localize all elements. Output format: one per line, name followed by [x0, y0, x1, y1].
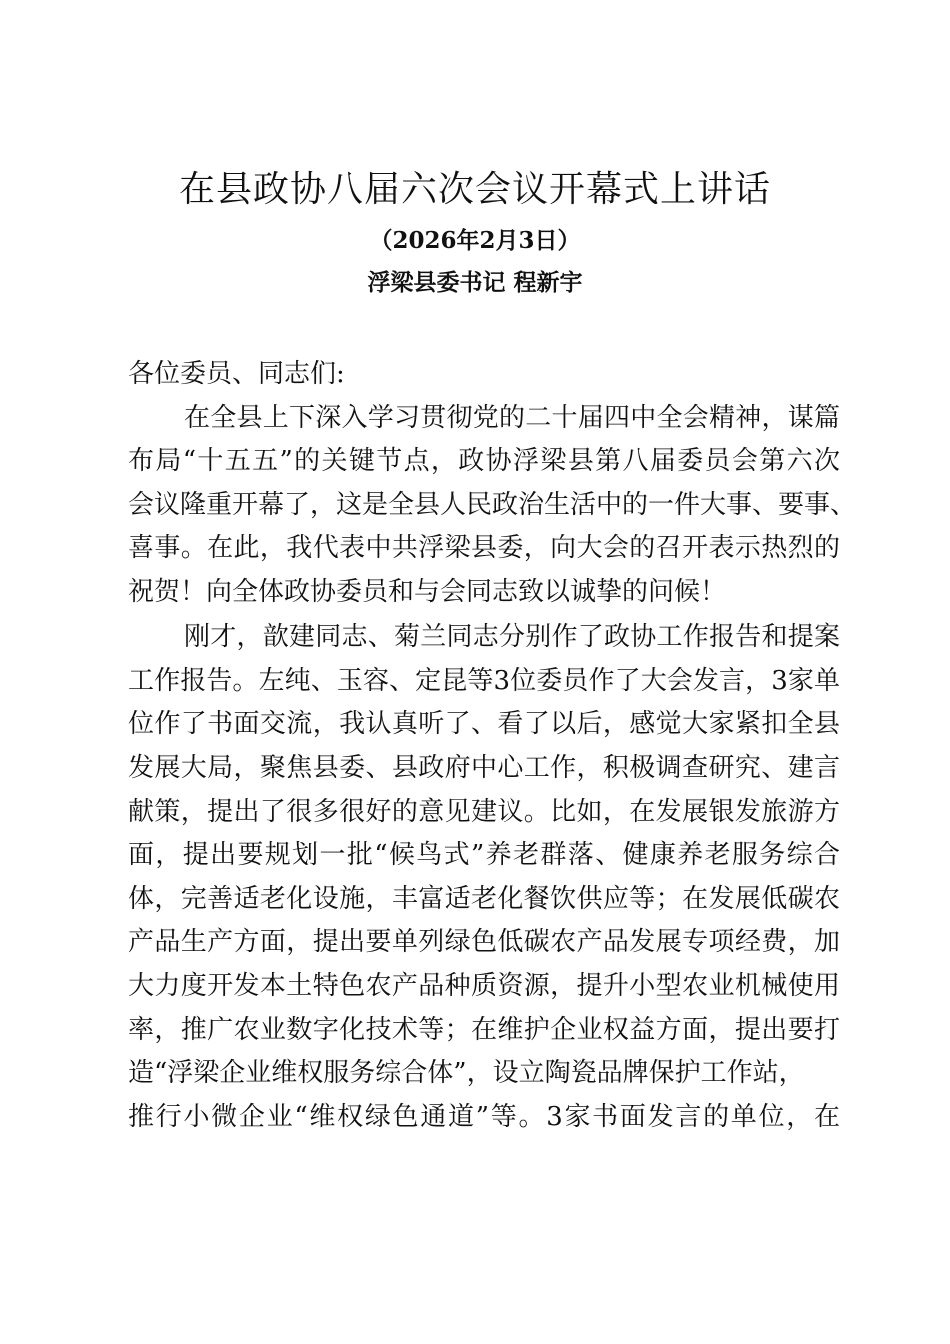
text-line: 献策，提出了很多很好的意见建议。比如，在发展银发旅游方	[128, 796, 840, 827]
salutation: 各位委员、同志们:	[128, 359, 345, 389]
document-title: 在县政协八届六次会议开幕式上讲话	[178, 169, 771, 210]
text-line: 布局“十五五”的关键节点，政协浮梁县第八届委员会第六次	[128, 446, 840, 477]
text-line: 造“浮梁企业维权服务综合体”，设立陶瓷品牌保护工作站，	[128, 1058, 805, 1089]
text-line: 喜事。在此，我代表中共浮梁县委，向大会的召开表示热烈的	[128, 533, 840, 564]
text-line: 发展大局，聚焦县委、县政府中心工作，积极调查研究、建言	[128, 752, 840, 783]
document-body	[128, 353, 857, 1139]
text-line: 产品生产方面，提出要单列绿色低碳农产品发展专项经费，加	[128, 927, 840, 958]
text-line: 工作报告。左纯、玉容、定昆等3位委员作了大会发言，3家单	[128, 665, 840, 696]
text-line: 面，提出要规划一批“候鸟式”养老群落、健康养老服务综合	[128, 840, 840, 871]
document-date: （2026年2月3日）	[369, 227, 581, 254]
paragraph	[128, 397, 857, 615]
text-line: 推行小微企业“维权绿色通道”等。3家书面发言的单位，在	[128, 1101, 840, 1132]
paragraph	[128, 616, 840, 1139]
text-line: 大力度开发本土特色农产品种质资源，提升小型农业机械使用	[128, 970, 840, 1001]
text-line: 在全县上下深入学习贯彻党的二十届四中全会精神，谋篇	[184, 402, 840, 433]
text-line: 刚才，歆建同志、菊兰同志分别作了政协工作报告和提案	[184, 622, 840, 653]
text-line: 率，推广农业数字化技术等；在维护企业权益方面，提出要打	[128, 1014, 840, 1045]
document-author: 浮梁县委书记 程新宇	[367, 269, 583, 296]
text-line: 位作了书面交流，我认真听了、看了以后，感觉大家紧扣全县	[128, 709, 840, 740]
text-line: 体，完善适老化设施，丰富适老化餐饮供应等；在发展低碳农	[128, 883, 840, 914]
text-line: 祝贺！向全体政协委员和与会同志致以诚挚的问候！	[128, 576, 727, 607]
text-line: 会议隆重开幕了，这是全县人民政治生活中的一件大事、要事、	[128, 489, 857, 520]
